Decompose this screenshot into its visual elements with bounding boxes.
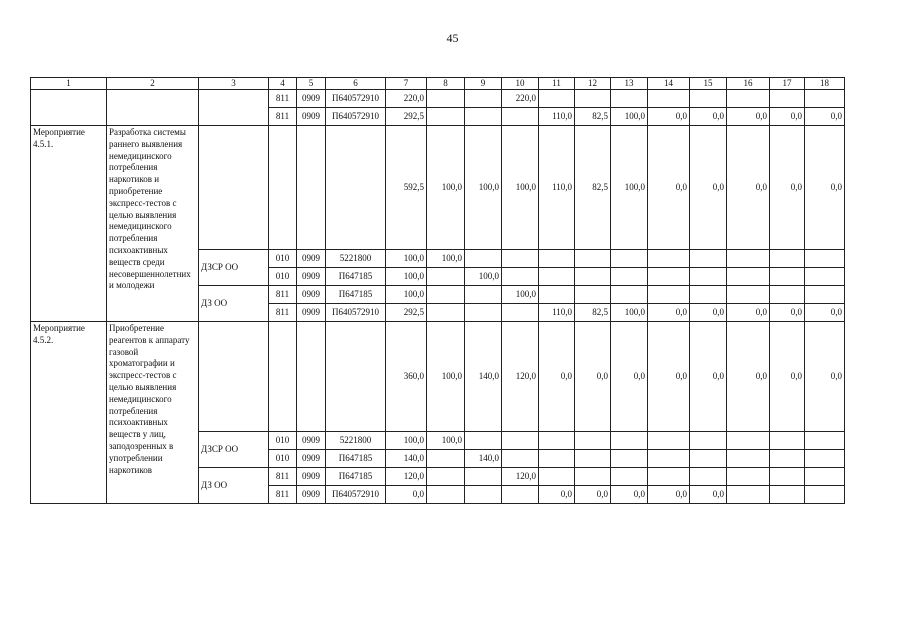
table-cell: 100,0 — [427, 432, 465, 450]
table-cell: 0909 — [297, 90, 326, 108]
table-cell — [427, 450, 465, 468]
table-cell — [465, 486, 502, 504]
table-cell — [326, 322, 386, 432]
table-cell: 100,0 — [465, 268, 502, 286]
table-cell — [805, 268, 845, 286]
table-cell: П647185 — [326, 286, 386, 304]
table-cell: 010 — [269, 250, 297, 268]
table-cell — [770, 468, 805, 486]
table-cell: 0,0 — [648, 304, 690, 322]
table-cell: 0,0 — [648, 108, 690, 126]
table-cell — [502, 486, 539, 504]
table-cell: П640572910 — [326, 90, 386, 108]
column-header: 15 — [690, 78, 727, 90]
table-cell — [575, 468, 611, 486]
table-cell — [805, 250, 845, 268]
table-cell — [690, 286, 727, 304]
measure-description: Приобретение реагентов к аппарату газовой хроматографии и экспресс-тестов с целью выявления немедицинского потребления психоактивных веществ у лиц, заподозренных в употреблении наркотиков — [107, 322, 199, 504]
table-cell: 140,0 — [386, 450, 427, 468]
table-cell — [539, 90, 575, 108]
table-cell: 0,0 — [648, 486, 690, 504]
table-cell: 100,0 — [386, 268, 427, 286]
table-cell: 0909 — [297, 450, 326, 468]
table-cell: 220,0 — [386, 90, 427, 108]
table-cell: 100,0 — [427, 322, 465, 432]
table-cell — [539, 450, 575, 468]
table-cell — [539, 432, 575, 450]
table-cell — [805, 286, 845, 304]
table-cell: 010 — [269, 268, 297, 286]
table-cell: 0,0 — [539, 486, 575, 504]
table-cell: 0,0 — [727, 322, 770, 432]
table-cell: 100,0 — [465, 126, 502, 250]
table-cell: 0,0 — [727, 304, 770, 322]
table-cell: 100,0 — [611, 126, 648, 250]
table-cell: 0,0 — [805, 108, 845, 126]
table-cell: 100,0 — [386, 286, 427, 304]
table-cell — [770, 432, 805, 450]
table-cell: 100,0 — [502, 286, 539, 304]
table-cell: 220,0 — [502, 90, 539, 108]
table-cell — [465, 90, 502, 108]
table-cell — [727, 268, 770, 286]
table-cell — [805, 486, 845, 504]
table-cell: 82,5 — [575, 304, 611, 322]
table-cell: 0,0 — [539, 322, 575, 432]
measure-label: Мероприятие 4.5.2. — [31, 322, 107, 504]
table-cell — [690, 250, 727, 268]
table-cell — [611, 268, 648, 286]
table-cell — [648, 286, 690, 304]
table-cell: 0,0 — [611, 322, 648, 432]
table-cell: 811 — [269, 286, 297, 304]
table-cell — [427, 286, 465, 304]
table-cell — [648, 468, 690, 486]
table-cell: 0909 — [297, 108, 326, 126]
table-cell — [269, 126, 297, 250]
table-cell: 0909 — [297, 286, 326, 304]
table-cell — [427, 108, 465, 126]
table-cell — [427, 468, 465, 486]
table-cell: 0,0 — [611, 486, 648, 504]
column-header: 14 — [648, 78, 690, 90]
table-cell: 0909 — [297, 268, 326, 286]
table-cell — [539, 468, 575, 486]
table-cell — [648, 268, 690, 286]
page-number: 45 — [446, 31, 459, 45]
table-cell: 120,0 — [386, 468, 427, 486]
table-cell — [611, 90, 648, 108]
table-cell — [269, 322, 297, 432]
table-cell: 0909 — [297, 432, 326, 450]
table-cell — [575, 250, 611, 268]
table-cell — [611, 250, 648, 268]
table-cell — [575, 268, 611, 286]
table-cell: П640572910 — [326, 108, 386, 126]
table-cell — [297, 322, 326, 432]
column-header: 1 — [31, 78, 107, 90]
table-cell — [611, 432, 648, 450]
table-cell: 100,0 — [427, 126, 465, 250]
table-cell — [690, 268, 727, 286]
empty-cell — [199, 126, 269, 250]
table-cell: 0909 — [297, 468, 326, 486]
column-header: 11 — [539, 78, 575, 90]
table-cell — [427, 268, 465, 286]
table-cell — [502, 432, 539, 450]
table-cell: 0,0 — [690, 304, 727, 322]
table-cell — [648, 250, 690, 268]
table-cell: 0,0 — [386, 486, 427, 504]
table-cell: 0,0 — [690, 322, 727, 432]
table-cell: 0,0 — [727, 108, 770, 126]
table-cell — [611, 468, 648, 486]
table-cell: 110,0 — [539, 304, 575, 322]
column-header: 16 — [727, 78, 770, 90]
table-cell: 0,0 — [690, 108, 727, 126]
column-header: 3 — [199, 78, 269, 90]
table-cell: П640572910 — [326, 486, 386, 504]
column-header: 5 — [297, 78, 326, 90]
table-cell: 292,5 — [386, 108, 427, 126]
organization: ДЗСР ОО — [199, 250, 269, 286]
table-cell: П647185 — [326, 268, 386, 286]
table-cell — [690, 432, 727, 450]
table-cell: 811 — [269, 108, 297, 126]
table-cell — [465, 304, 502, 322]
column-header: 12 — [575, 78, 611, 90]
table-cell: 110,0 — [539, 108, 575, 126]
table-cell: 5221800 — [326, 250, 386, 268]
table-cell: 360,0 — [386, 322, 427, 432]
table-cell — [690, 468, 727, 486]
table-cell: 811 — [269, 468, 297, 486]
organization: ДЗСР ОО — [199, 432, 269, 468]
table-cell — [690, 450, 727, 468]
table-cell — [575, 90, 611, 108]
table-cell: 100,0 — [611, 304, 648, 322]
table-row — [31, 90, 845, 108]
column-header: 2 — [107, 78, 199, 90]
table-cell — [770, 268, 805, 286]
table-cell: 0,0 — [770, 322, 805, 432]
table-cell — [805, 432, 845, 450]
table-cell: 0,0 — [648, 126, 690, 250]
table-cell — [575, 286, 611, 304]
table-cell: 82,5 — [575, 126, 611, 250]
column-header: 18 — [805, 78, 845, 90]
table-cell — [727, 432, 770, 450]
table-cell: 140,0 — [465, 322, 502, 432]
table-cell: 592,5 — [386, 126, 427, 250]
table-row — [31, 322, 845, 432]
table-cell — [805, 90, 845, 108]
table-cell — [770, 90, 805, 108]
table-cell: 0909 — [297, 250, 326, 268]
table-cell — [427, 90, 465, 108]
table-cell: 100,0 — [502, 126, 539, 250]
table-cell — [690, 90, 727, 108]
empty-cell — [199, 322, 269, 432]
table-cell: 0,0 — [575, 486, 611, 504]
table-cell: 100,0 — [611, 108, 648, 126]
table-cell: 811 — [269, 486, 297, 504]
table-cell — [648, 450, 690, 468]
table-cell — [805, 468, 845, 486]
table-cell — [539, 268, 575, 286]
table-cell — [575, 450, 611, 468]
empty-cell — [107, 90, 199, 126]
table-cell — [502, 250, 539, 268]
table-cell — [465, 468, 502, 486]
table-cell — [611, 450, 648, 468]
table-cell: 0,0 — [805, 322, 845, 432]
table-cell: П640572910 — [326, 304, 386, 322]
table-cell: 0,0 — [727, 126, 770, 250]
column-header: 13 — [611, 78, 648, 90]
table-cell — [611, 286, 648, 304]
table-cell — [539, 286, 575, 304]
table-cell — [770, 450, 805, 468]
table-cell — [805, 450, 845, 468]
table-cell: 0909 — [297, 304, 326, 322]
table-cell: 100,0 — [386, 250, 427, 268]
column-header: 17 — [770, 78, 805, 90]
table-cell: 0,0 — [770, 304, 805, 322]
table-cell: 120,0 — [502, 468, 539, 486]
column-header: 7 — [386, 78, 427, 90]
table-cell: 82,5 — [575, 108, 611, 126]
empty-cell — [31, 90, 107, 126]
table-cell: 811 — [269, 90, 297, 108]
table-cell — [502, 450, 539, 468]
empty-cell — [199, 90, 269, 126]
table-cell — [326, 126, 386, 250]
organization: ДЗ ОО — [199, 286, 269, 322]
table-cell — [502, 268, 539, 286]
table-cell: 0,0 — [770, 108, 805, 126]
table-cell — [502, 304, 539, 322]
table-row — [31, 78, 845, 90]
table-cell — [727, 286, 770, 304]
organization: ДЗ ОО — [199, 468, 269, 504]
column-header: 6 — [326, 78, 386, 90]
table-cell — [727, 450, 770, 468]
table-cell: 0,0 — [805, 126, 845, 250]
table-cell — [465, 250, 502, 268]
budget-table — [30, 77, 845, 504]
table-cell: 0,0 — [690, 486, 727, 504]
table-cell: 140,0 — [465, 450, 502, 468]
table-cell — [575, 432, 611, 450]
column-header: 9 — [465, 78, 502, 90]
table-cell — [727, 90, 770, 108]
table-cell: 292,5 — [386, 304, 427, 322]
column-header: 10 — [502, 78, 539, 90]
table-cell: 811 — [269, 304, 297, 322]
measure-label: Мероприятие 4.5.1. — [31, 126, 107, 322]
column-header: 8 — [427, 78, 465, 90]
table-cell: 100,0 — [427, 250, 465, 268]
table-cell: 010 — [269, 450, 297, 468]
table-row — [31, 126, 845, 250]
table-cell — [648, 432, 690, 450]
table-cell — [770, 286, 805, 304]
table-cell: 0,0 — [770, 126, 805, 250]
table-cell — [770, 250, 805, 268]
table-cell — [727, 250, 770, 268]
table-cell — [427, 486, 465, 504]
table-cell: 5221800 — [326, 432, 386, 450]
table-cell: 0,0 — [690, 126, 727, 250]
measure-description: Разработка системы раннего выявления немедицинского потребления наркотиков и приобретение экспресс-тестов с целью выявления немедицинского потребления психоактивных веществ среди несовершеннолетних и молодежи — [107, 126, 199, 322]
table-cell: 0,0 — [805, 304, 845, 322]
column-header: 4 — [269, 78, 297, 90]
table-cell — [539, 250, 575, 268]
table-cell: 0,0 — [575, 322, 611, 432]
table-cell — [465, 286, 502, 304]
table-cell: 100,0 — [386, 432, 427, 450]
table-cell — [465, 108, 502, 126]
table-cell: 110,0 — [539, 126, 575, 250]
table-cell: 0,0 — [648, 322, 690, 432]
table-cell: 0909 — [297, 486, 326, 504]
table-cell — [465, 432, 502, 450]
table-cell — [502, 108, 539, 126]
table-cell — [727, 486, 770, 504]
table-cell — [727, 468, 770, 486]
table-cell — [648, 90, 690, 108]
table-cell: 010 — [269, 432, 297, 450]
table-cell: 120,0 — [502, 322, 539, 432]
table-cell: П647185 — [326, 468, 386, 486]
table-cell — [427, 304, 465, 322]
table-cell — [770, 486, 805, 504]
table-cell — [297, 126, 326, 250]
table-cell: П647185 — [326, 450, 386, 468]
